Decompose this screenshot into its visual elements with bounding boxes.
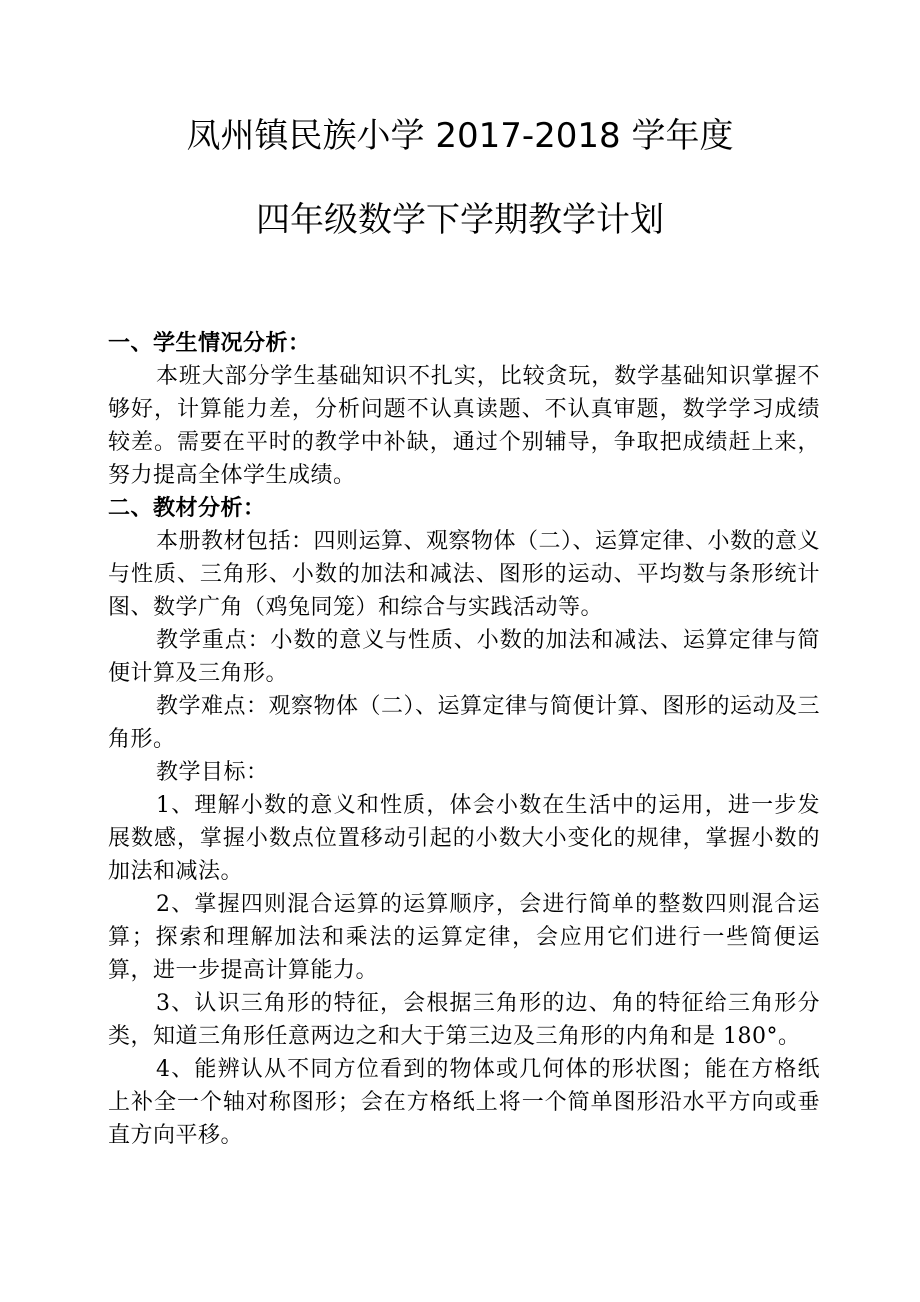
paragraph-goals-label: 教学目标： — [156, 760, 269, 785]
document-body — [108, 327, 820, 1152]
paragraph-goal-4: 4、能辨认从不同方位看到的物体或几何体的形状图；能在方格纸上补全一个轴对称图形；会在方格纸上将一个简单图形沿水平方向或垂直方向平移。 — [108, 1057, 820, 1148]
paragraph-key-points: 教学重点：小数的意义与性质、小数的加法和减法、运算定律与简便计算及三角形。 — [108, 628, 820, 686]
paragraph-goal-1: 1、理解小数的意义和性质，体会小数在生活中的运用，进一步发展数感，掌握小数点位置移动引起的小数大小变化的规律，掌握小数的加法和减法。 — [108, 793, 820, 884]
paragraph-goal-3: 3、认识三角形的特征，会根据三角形的边、角的特征给三角形分类，知道三角形任意两边之和大于第三边及三角形的内角和是 180°。 — [108, 991, 820, 1049]
section-heading-textbook-analysis: 二、教材分析： — [108, 496, 266, 521]
document-title-line2: 四年级数学下学期教学计划 — [256, 200, 664, 240]
paragraph-student-analysis: 本班大部分学生基础知识不扎实，比较贪玩，数学基础知识掌握不够好，计算能力差，分析问题不认真读题、不认真审题，数学学习成绩较差。需要在平时的教学中补缺，通过个别辅导，争取把成绩赶上来，努力提高全体学生成绩。 — [108, 364, 820, 488]
document-title-line1: 凤州镇民族小学 2017-2018 学年度 — [186, 116, 734, 156]
paragraph-textbook-contents: 本册教材包括：四则运算、观察物体（二）、运算定律、小数的意义与性质、三角形、小数的加法和减法、图形的运动、平均数与条形统计图、数学广角（鸡兔同笼）和综合与实践活动等。 — [108, 529, 821, 620]
section-heading-student-analysis: 一、学生情况分析： — [108, 331, 311, 356]
paragraph-difficult-points: 教学难点：观察物体（二）、运算定律与简便计算、图形的运动及三角形。 — [108, 694, 821, 752]
paragraph-goal-2: 2、掌握四则混合运算的运算顺序，会进行简单的整数四则混合运算；探索和理解加法和乘法的运算定律，会应用它们进行一些简便运算，进一步提高计算能力。 — [108, 892, 820, 983]
